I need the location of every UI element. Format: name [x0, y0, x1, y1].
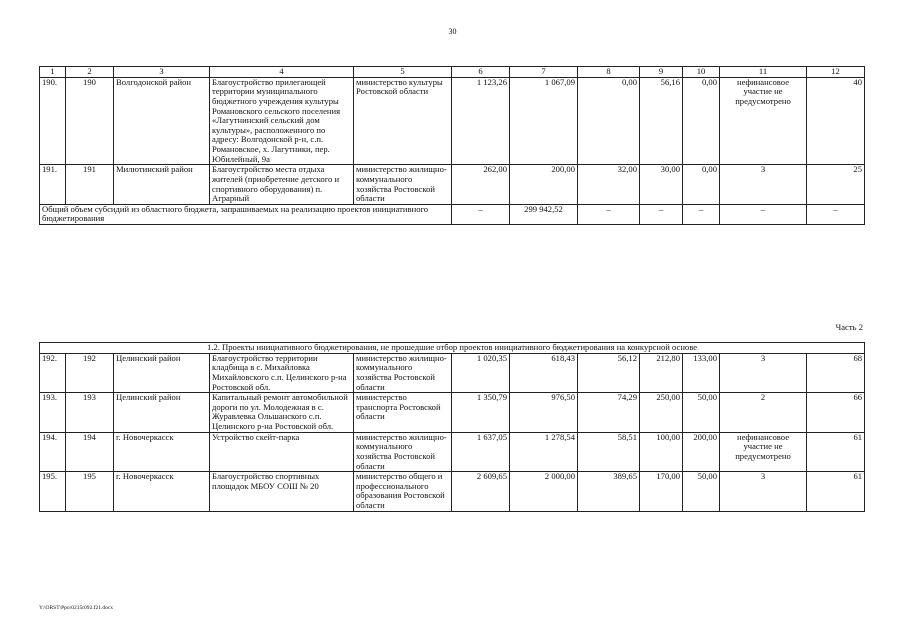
citizens-funds-cell: 170,00 [640, 472, 683, 512]
score-cell: 68 [807, 353, 865, 393]
total-value-cell: – [640, 204, 683, 224]
section-title-row [40, 343, 865, 354]
local-budget-cell: 389,65 [578, 472, 640, 512]
project-name-cell: Устройство скейт-парка [210, 432, 354, 472]
row-index: 194. [40, 432, 66, 472]
regional-budget-cell: 200,00 [510, 165, 578, 205]
table-row [40, 165, 865, 205]
row-index: 191. [40, 165, 66, 205]
row-index: 195. [40, 472, 66, 512]
header-cell: 3 [114, 67, 210, 78]
projects-table-part2 [39, 342, 865, 512]
header-cell: 10 [683, 67, 720, 78]
score-cell: 61 [807, 472, 865, 512]
district-cell: Милютинский район [114, 165, 210, 205]
score-cell: 66 [807, 393, 865, 433]
header-cell: 8 [578, 67, 640, 78]
row-index: 190. [40, 77, 66, 165]
total-cost-cell: 1 350,79 [452, 393, 510, 433]
header-cell: 5 [354, 67, 452, 78]
local-budget-cell: 58,51 [578, 432, 640, 472]
citizens-funds-cell: 212,80 [640, 353, 683, 393]
table-row [40, 77, 865, 165]
column-number-row [40, 67, 865, 78]
ministry-cell: министерство культуры Ростовской области [354, 77, 452, 165]
non-financial-participation-cell: 2 [720, 393, 807, 433]
total-value-cell: – [807, 204, 865, 224]
citizens-funds-cell: 100,00 [640, 432, 683, 472]
score-cell: 61 [807, 432, 865, 472]
citizens-funds-cell: 250,00 [640, 393, 683, 433]
header-cell: 4 [210, 67, 354, 78]
row-number: 193 [66, 393, 114, 433]
header-cell: 11 [720, 67, 807, 78]
total-value-cell: – [578, 204, 640, 224]
regional-budget-cell: 2 000,00 [510, 472, 578, 512]
local-budget-cell: 56,12 [578, 353, 640, 393]
header-cell: 9 [640, 67, 683, 78]
total-value-cell: – [720, 204, 807, 224]
total-cost-cell: 1 637,05 [452, 432, 510, 472]
total-cost-cell: 1 123,26 [452, 77, 510, 165]
sponsor-funds-cell: 200,00 [683, 432, 720, 472]
header-cell: 2 [66, 67, 114, 78]
regional-budget-cell: 1 067,09 [510, 77, 578, 165]
table-row [40, 353, 865, 393]
non-financial-participation-cell: 3 [720, 472, 807, 512]
header-cell: 1 [40, 67, 66, 78]
local-budget-cell: 74,29 [578, 393, 640, 433]
header-cell: 6 [452, 67, 510, 78]
table-row [40, 393, 865, 433]
sponsor-funds-cell: 50,00 [683, 472, 720, 512]
project-name-cell: Благоустройство территории кладбища в с. Михайловка Михайловского с.п. Целинского р-на Ростовской обл. [210, 353, 354, 393]
header-cell: 12 [807, 67, 865, 78]
row-index: 192. [40, 353, 66, 393]
file-path-footer: Y:\ORST\Ppo\0215r092.f21.docx [39, 605, 114, 611]
local-budget-cell: 0,00 [578, 77, 640, 165]
district-cell: г. Новочеркасск [114, 472, 210, 512]
total-cost-cell: 2 609,65 [452, 472, 510, 512]
sponsor-funds-cell: 0,00 [683, 77, 720, 165]
total-cost-cell: 1 020,35 [452, 353, 510, 393]
district-cell: Целинский район [114, 353, 210, 393]
projects-table-part1 [39, 66, 865, 225]
district-cell: Волгодонской район [114, 77, 210, 165]
project-name-cell: Благоустройство места отдыха жителей (приобретение детского и спортивного оборудования) п. Аграрный [210, 165, 354, 205]
regional-budget-cell: 618,43 [510, 353, 578, 393]
score-cell: 25 [807, 165, 865, 205]
regional-budget-cell: 976,50 [510, 393, 578, 433]
local-budget-cell: 32,00 [578, 165, 640, 205]
row-number: 194 [66, 432, 114, 472]
total-value-cell: 299 942,52 [510, 204, 578, 224]
row-number: 192 [66, 353, 114, 393]
row-number: 195 [66, 472, 114, 512]
total-value-cell: – [452, 204, 510, 224]
score-cell: 40 [807, 77, 865, 165]
sponsor-funds-cell: 0,00 [683, 165, 720, 205]
project-name-cell: Благоустройство спортивных площадок МБОУ СОШ № 20 [210, 472, 354, 512]
row-number: 190 [66, 77, 114, 165]
ministry-cell: министерство жилищно-коммунального хозяйства Ростовской области [354, 165, 452, 205]
row-index: 193. [40, 393, 66, 433]
project-name-cell: Капитальный ремонт автомобильной дороги по ул. Молодежная в с. Журавлевка Ольшанского с.п. Целинского р-на Ростовской обл. [210, 393, 354, 433]
part-label: Часть 2 [835, 322, 863, 332]
ministry-cell: министерство общего и профессионального образования Ростовской области [354, 472, 452, 512]
total-row [40, 204, 865, 224]
non-financial-participation-cell: нефинансовое участие не предусмотрено [720, 77, 807, 165]
row-number: 191 [66, 165, 114, 205]
non-financial-participation-cell: нефинансовое участие не предусмотрено [720, 432, 807, 472]
sponsor-funds-cell: 50,00 [683, 393, 720, 433]
citizens-funds-cell: 56,16 [640, 77, 683, 165]
regional-budget-cell: 1 278,54 [510, 432, 578, 472]
total-cost-cell: 262,00 [452, 165, 510, 205]
non-financial-participation-cell: 3 [720, 353, 807, 393]
ministry-cell: министерство транспорта Ростовской области [354, 393, 452, 433]
district-cell: г. Новочеркасск [114, 432, 210, 472]
citizens-funds-cell: 30,00 [640, 165, 683, 205]
non-financial-participation-cell: 3 [720, 165, 807, 205]
header-cell: 7 [510, 67, 578, 78]
total-label: Общий объем субсидий из областного бюджета, запрашиваемых на реализацию проектов инициативного бюджетирования [40, 204, 452, 224]
section-title: 1.2. Проекты инициативного бюджетирования, не прошедшие отбор проектов инициативного бюджетирования на конкурсной основе [40, 343, 865, 354]
project-name-cell: Благоустройство прилегающей территории муниципального бюджетного учреждения культуры Романовского сельского поселения «Лагутнинский сельский дом культуры», расположенного по адресу: Волгодонской р-н, с.п. Романовское, х. Лагутники, пер. Юбилейный, 9а [210, 77, 354, 165]
ministry-cell: министерство жилищно-коммунального хозяйства Ростовской области [354, 432, 452, 472]
page-number: 30 [448, 27, 457, 36]
ministry-cell: министерство жилищно-коммунального хозяйства Ростовской области [354, 353, 452, 393]
table-row [40, 432, 865, 472]
total-value-cell: – [683, 204, 720, 224]
district-cell: Целинский район [114, 393, 210, 433]
table-row [40, 472, 865, 512]
sponsor-funds-cell: 133,00 [683, 353, 720, 393]
